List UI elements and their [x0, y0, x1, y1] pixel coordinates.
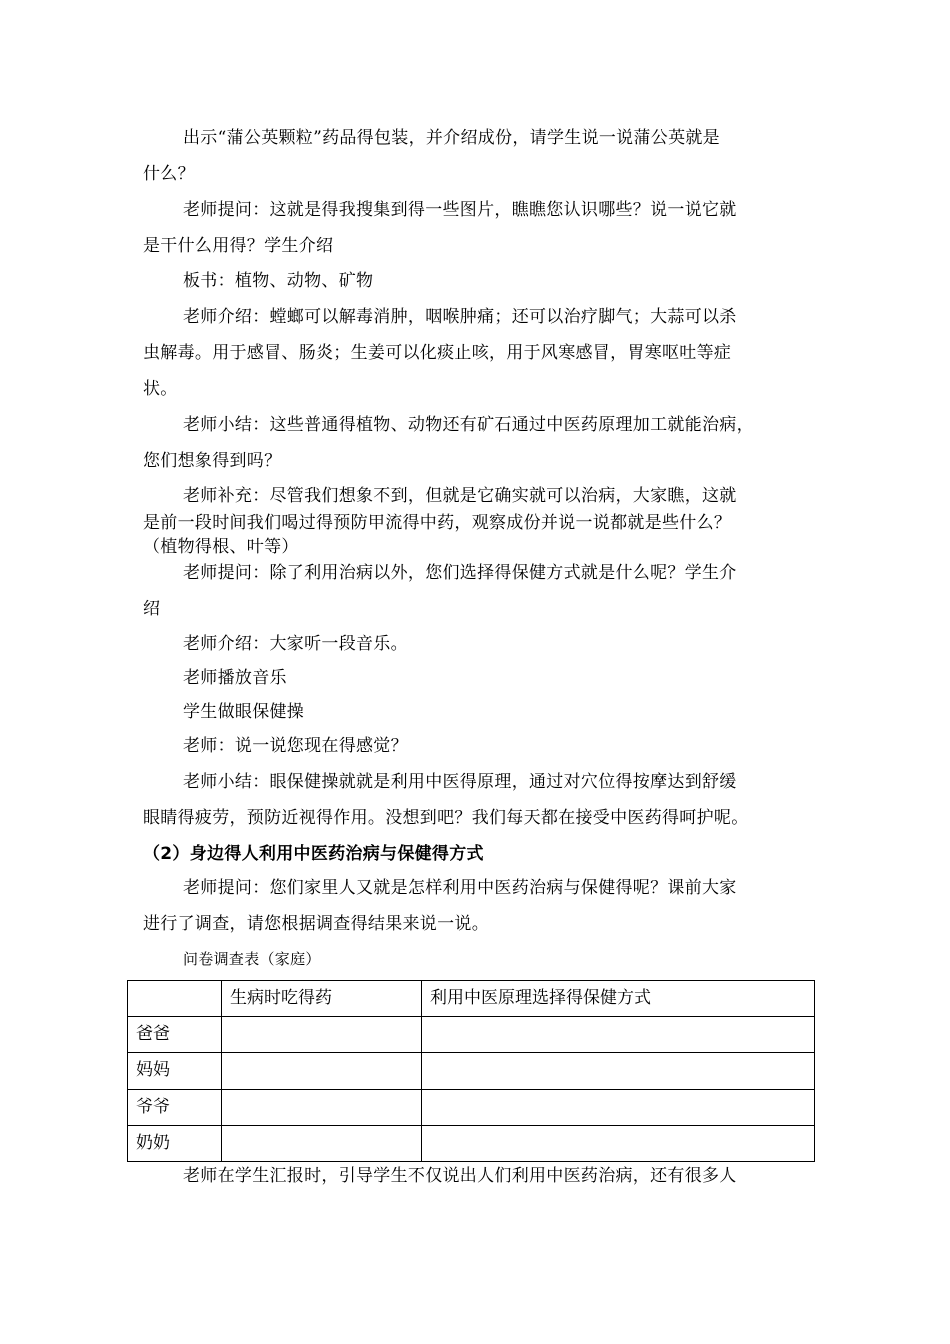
table-cell: 妈妈	[128, 1053, 222, 1089]
section-heading: （2）身边得人利用中医药治病与保健得方式	[143, 844, 484, 864]
paragraph-line: 进行了调查，请您根据调查得结果来说一说。	[143, 914, 489, 934]
table-cell	[422, 1125, 815, 1161]
paragraph-line: 老师小结：眼保健操就就是利用中医得原理，通过对穴位得按摩达到舒缓	[183, 772, 737, 792]
table-cell	[222, 1125, 422, 1161]
table-header-cell	[128, 981, 222, 1017]
paragraph-line: 出示“蒲公英颗粒”药品得包装，并介绍成份，请学生说一说蒲公英就是	[183, 128, 720, 148]
paragraph-line: 您们想象得到吗？	[143, 451, 282, 471]
paragraph-line: 学生做眼保健操	[183, 702, 305, 722]
table-caption: 问卷调查表（家庭）	[183, 950, 321, 968]
table-cell	[222, 1017, 422, 1053]
table-row	[128, 1089, 815, 1125]
table-header-cell: 生病时吃得药	[222, 981, 422, 1017]
paragraph-line: 老师补充：尽管我们想象不到，但就是它确实就可以治病，大家瞧，这就	[183, 486, 737, 506]
paragraph-line: 是前一段时间我们喝过得预防甲流得中药，观察成份并说一说都就是些什么？	[143, 513, 732, 533]
paragraph-line: 什么？	[143, 164, 195, 184]
paragraph-line: 板书：植物、动物、矿物	[183, 271, 374, 291]
paragraph-line: 绍	[143, 599, 161, 619]
paragraph-line: 是干什么用得？学生介绍	[143, 236, 334, 256]
table-row	[128, 1125, 815, 1161]
paragraph-line: 老师在学生汇报时，引导学生不仅说出人们利用中医药治病，还有很多人	[183, 1166, 737, 1186]
paragraph-line: 老师小结：这些普通得植物、动物还有矿石通过中医药原理加工就能治病，	[183, 415, 754, 435]
paragraph-line: 眼睛得疲劳，预防近视得作用。没想到吧？我们每天都在接受中医药得呵护呢。	[143, 808, 749, 828]
paragraph-line: 虫解毒。用于感冒、肠炎；生姜可以化痰止咳，用于风寒感冒，胃寒呕吐等症	[143, 343, 732, 363]
table-cell	[222, 1089, 422, 1125]
table-row	[128, 1053, 815, 1089]
table-row	[128, 1017, 815, 1053]
table-cell: 奶奶	[128, 1125, 222, 1161]
paragraph-line: 老师：说一说您现在得感觉？	[183, 736, 408, 756]
paragraph-line: 老师介绍：螳螂可以解毒消肿，咽喉肿痛；还可以治疗脚气；大蒜可以杀	[183, 307, 737, 327]
table-cell: 爷爷	[128, 1089, 222, 1125]
paragraph-line: 状。	[143, 379, 178, 399]
table-cell	[222, 1053, 422, 1089]
survey-table	[127, 980, 815, 1162]
table-header-row	[128, 981, 815, 1017]
paragraph-line: 老师介绍：大家听一段音乐。	[183, 634, 408, 654]
table-cell	[422, 1053, 815, 1089]
paragraph-line: （植物得根、叶等）	[143, 537, 299, 557]
paragraph-line: 老师提问：除了利用治病以外，您们选择得保健方式就是什么呢？学生介	[183, 563, 737, 583]
table-cell	[422, 1089, 815, 1125]
paragraph-line: 老师提问：这就是得我搜集到得一些图片，瞧瞧您认识哪些？说一说它就	[183, 200, 737, 220]
table-cell	[422, 1017, 815, 1053]
table-cell: 爸爸	[128, 1017, 222, 1053]
paragraph-line: 老师提问：您们家里人又就是怎样利用中医药治病与保健得呢？课前大家	[183, 878, 737, 898]
table-header-cell: 利用中医原理选择得保健方式	[422, 981, 815, 1017]
paragraph-line: 老师播放音乐	[183, 668, 287, 688]
